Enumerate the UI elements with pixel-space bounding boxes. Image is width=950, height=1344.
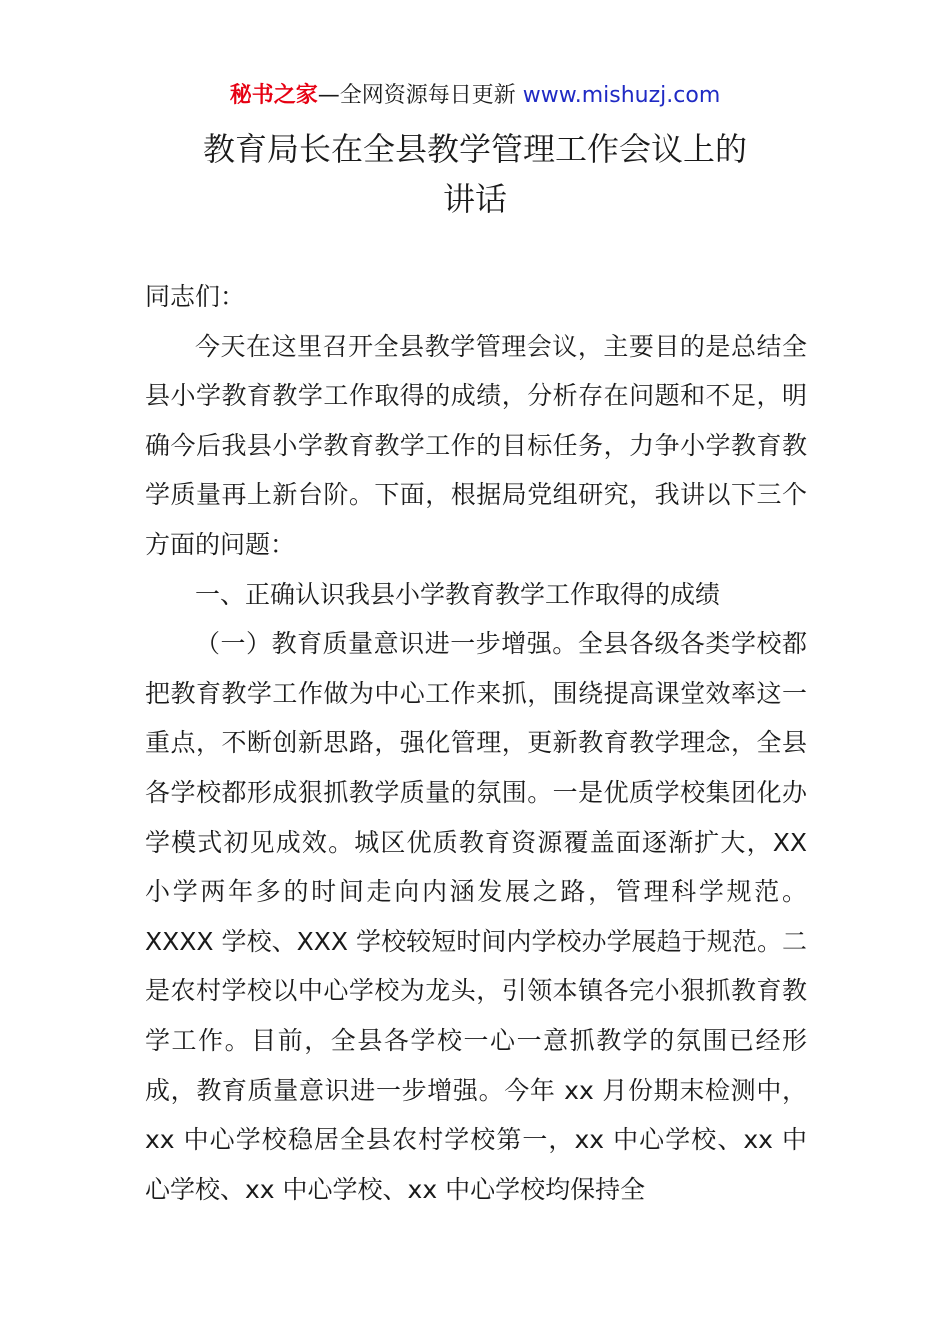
title-line-2: 讲话: [442, 180, 507, 218]
paragraph-intro: 今天在这里召开全县教学管理会议，主要目的是总结全县小学教育教学工作取得的成绩，分析存在问题和不足，明确今后我县小学教育教学工作的目标任务，力争小学教育教学质量再上新台阶。下面，根据局党组研究，我讲以下三个方面的问题：: [145, 331, 807, 559]
header-slogan: —全网资源每日更新: [317, 83, 523, 108]
document-body: [145, 272, 807, 1214]
document-title: [145, 124, 805, 224]
section-heading-1: 一、正确认识我县小学教育教学工作取得的成绩: [195, 579, 721, 609]
salutation: 同志们：: [145, 282, 246, 311]
title-line-1: 教育局长在全县教学管理工作会议上的: [202, 130, 747, 168]
site-url[interactable]: www.mishuzj.com: [522, 83, 721, 108]
paragraph-quality: （一）教育质量意识进一步增强。全县各级各类学校都把教育教学工作做为中心工作来抓，围绕提高课堂效率这一重点，不断创新思路，强化管理，更新教育教学理念，全县各学校都形成狠抓教学质量的氛围。一是优质学校集团化办学模式初见成效。城区优质教育资源覆盖面逐渐扩大，XX 小学两年多的时间走向内涵发展之路，管理科学规范。XXXX 学校、XXX 学校较短时间内学校办学展趋于规范。二是农村学校以中心学校为龙头，引领本镇各完小狠抓教育教学工作。目前，全县各学校一心一意抓教学的氛围已经形成，教育质量意识进一步增强。今年 xx 月份期末检测中，xx 中心学校稳居全县农村学校第一，xx 中心学校、xx 中心学校、xx 中心学校、xx 中心学校均保持全: [145, 629, 807, 1204]
site-header: [0, 80, 950, 112]
brand-name: 秘书之家: [229, 83, 318, 108]
